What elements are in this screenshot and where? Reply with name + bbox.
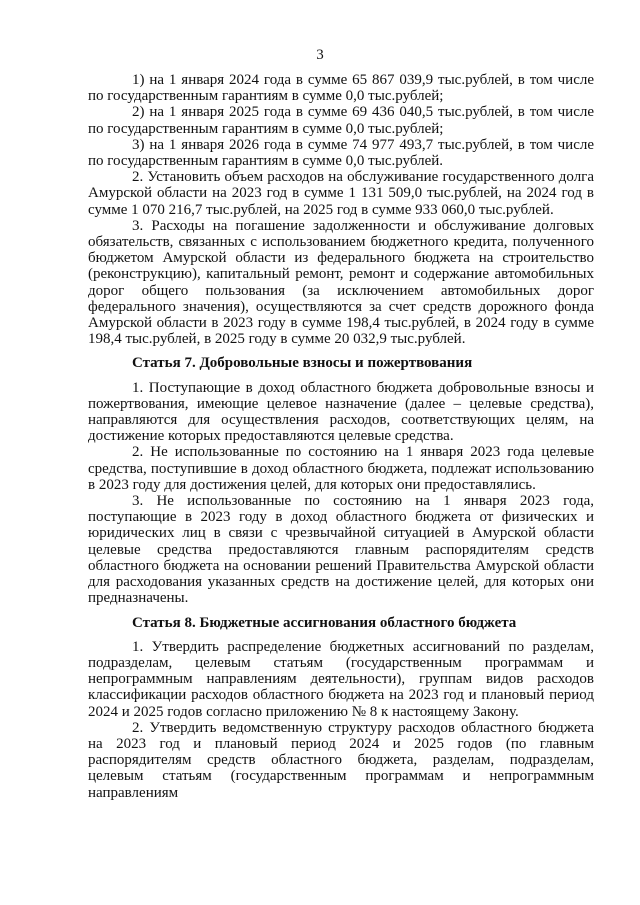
paragraph: 1. Поступающие в доход областного бюджета добровольные взносы и пожертвования, имеющие целевое назначение (далее – целевые средства), направляются для осуществления расходов, соответствующих целям, на достижение которых предоставляются целевые средства. (88, 379, 594, 445)
paragraph: 3. Не использованные по состоянию на 1 января 2023 года, поступающие в 2023 году в доход областного бюджета от физических и юридических лиц в связи с чрезвычайной ситуацией в Амурской области целевые средства предоставляются главным распорядителям средств областного бюджета на основании решений Правительства Амурской области для расходования указанных средств на достижение целей, для которых они предназначены. (88, 493, 594, 607)
paragraph: 2. Установить объем расходов на обслуживание государственного долга Амурской области на 2023 год в сумме 1 131 509,0 тыс.рублей, на 2024 год в сумме 1 070 216,7 тыс.рублей, на 2025 год в сумме 933 060,0 тыс.рублей. (88, 169, 594, 218)
paragraph: 2. Не использованные по состоянию на 1 января 2023 года целевые средства, поступившие в доход областного бюджета, подлежат использованию в 2023 году для достижения целей, для которых они предоставлялись. (88, 444, 594, 493)
paragraph: 1. Утвердить распределение бюджетных ассигнований по разделам, подразделам, целевым статьям (государственным программам и непрограммным направлениям деятельности), группам видов расходов классификации расходов областного бюджета на 2023 год и плановый период 2024 и 2025 годов согласно приложению № 8 к настоящему Закону. (88, 638, 594, 720)
paragraph: 1) на 1 января 2024 года в сумме 65 867 039,9 тыс.рублей, в том числе по государственным гарантиям в сумме 0,0 тыс.рублей; (88, 72, 594, 105)
article-heading: Статья 8. Бюджетные ассигнования областного бюджета (132, 614, 517, 631)
paragraph: 2. Утвердить ведомственную структуру расходов областного бюджета на 2023 год и плановый период 2024 и 2025 годов (по главным распорядителям средств областного бюджета, разделам, подразделам, целевым статьям (государственным программам и непрограммным направлениям (88, 719, 594, 801)
paragraph: 3) на 1 января 2026 года в сумме 74 977 493,7 тыс.рублей, в том числе по государственным гарантиям в сумме 0,0 тыс.рублей. (88, 136, 594, 170)
document-body (88, 72, 594, 801)
article-heading: Статья 7. Добровольные взносы и пожертвования (132, 355, 473, 372)
paragraph: 3. Расходы на погашение задолженности и обслуживание долговых обязательств, связанных с использованием бюджетного кредита, полученного бюджетом Амурской области из федерального бюджета на строительство (реконструкцию), капитальный ремонт, ремонт и содержание автомобильных дорог общего пользования (за исключением автомобильных дорог федерального значения), осуществляются за счет средств дорожного фонда Амурской области в 2023 году в сумме 198,4 тыс.рублей, в 2024 году в сумме 198,4 тыс.рублей, в 2025 году в сумме 20 032,9 тыс.рублей. (88, 217, 594, 348)
paragraph: 2) на 1 января 2025 года в сумме 69 436 040,5 тыс.рублей, в том числе по государственным гарантиям в сумме 0,0 тыс.рублей; (88, 104, 594, 137)
page-number: 3 (316, 47, 324, 63)
